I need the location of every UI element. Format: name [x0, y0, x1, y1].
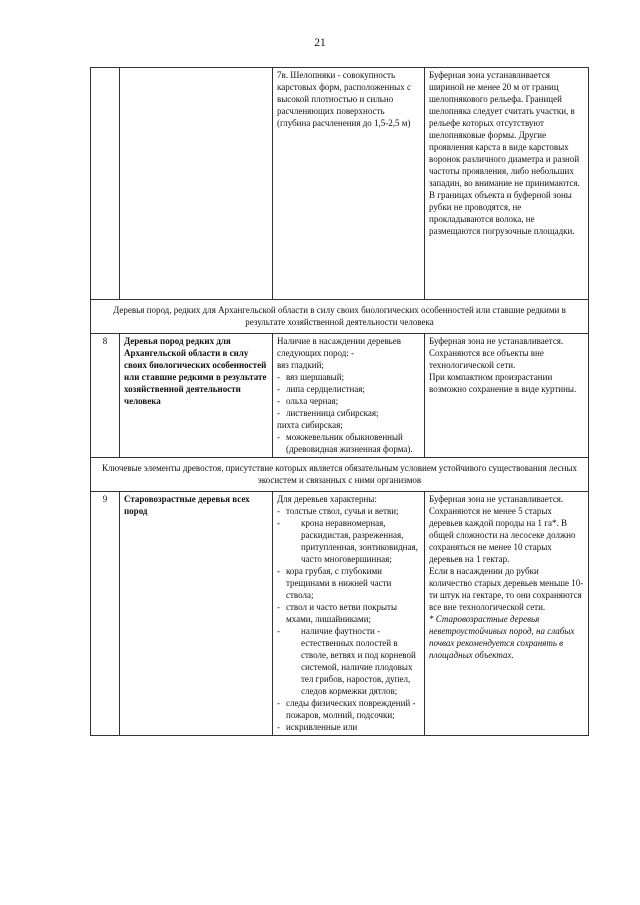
row-number-cell — [91, 68, 120, 300]
old-tree-features-list — [277, 505, 420, 733]
description-cell — [273, 68, 425, 300]
section-header-rare — [91, 300, 589, 334]
list-item: пихта сибирская; — [277, 420, 343, 430]
table-row-rare-trees — [91, 334, 589, 458]
list-item: вяз гладкий; — [277, 360, 324, 370]
buffer-zone-cell — [425, 68, 589, 300]
karst-buffer-restriction: В границах объекта и буферной зоны рубки не проводятся, не прокладываются волока, не размещаются погрузочные площадки. — [429, 190, 575, 236]
buffer-zone-cell — [425, 334, 589, 458]
object-name-cell: Старовозрастные деревья всех пород — [120, 492, 273, 736]
description-cell — [273, 492, 425, 736]
rare-buffer-rule: Буферная зона не устанавливается. — [429, 336, 564, 346]
table-row-old-trees — [91, 492, 589, 736]
section-title-key-elements: Ключевые элементы древостоя, присутствие которых является обязательным условием устойчивого существования лесных экосистем и связанных с ними организмов — [91, 458, 589, 492]
karst-buffer-rule: Буферная зона устанавливается шириной не менее 20 м от границ шелопнякового рельефа. Границей шелопняка следует считать участки, в рельефе которых отсутствуют шелопняковые формы. Другие проявления карста в виде карстовых воронок различного диаметра и разной частоты проявления, либо небольших западин, во внимание не принимаются. — [429, 70, 580, 188]
rare-buffer-keep: Сохраняются все объекты вне технологической сети. — [429, 348, 544, 370]
row-number-cell: 9 — [91, 492, 120, 736]
rare-species-list — [277, 359, 420, 455]
list-item: - следы физических повреждений - пожаров, молний, подсочки; — [277, 697, 420, 721]
list-item: - кора грубая, с глубокими трещинами в нижней части ствола; — [277, 565, 420, 601]
old-intro: Для деревьев характерны: — [277, 494, 377, 504]
list-item: - ольха черная; — [277, 395, 420, 407]
list-item: - лиственница сибирская; — [277, 407, 420, 419]
page-number: 21 — [314, 37, 326, 49]
old-buffer-rule: Буферная зона не устанавливается. — [429, 494, 564, 504]
rare-intro: Наличие в насаждении деревьев следующих пород: - — [277, 336, 402, 358]
section-title-rare: Деревья пород, редких для Архангельской области в силу своих биологических особенностей или ставшие редкими в результате хозяйственной деятельности человека — [91, 300, 589, 334]
section-header-key-elements — [91, 458, 589, 492]
object-name-cell — [120, 68, 273, 300]
key-elements-table — [90, 67, 589, 736]
object-name-cell: Деревья пород редких для Архангельской области в силу своих биологических особенностей или ставшие редкими в результате хозяйственной деятельности человека — [120, 334, 273, 458]
table-row-karst — [91, 68, 589, 300]
list-item: - наличие фаутности - естественных полостей в стволе, ветвях и под корневой системой, наличие плодовых тел грибов, наростов, дупел, следов кормежки дятлов; — [277, 625, 420, 697]
list-item: - вяз шершавый; — [277, 371, 420, 383]
description-cell — [273, 334, 425, 458]
list-item: - крона неравномерная, раскидистая, разреженная, притупленная, зонтиковидная, часто многовершинная; — [277, 517, 420, 565]
list-item: - толстые ствол, сучья и ветви; — [277, 505, 420, 517]
list-item: - искривленные или — [277, 721, 420, 733]
karst-description: 7в. Шелопняки - совокупность карстовых форм, расположенных с высокой плотностью и сильно расчленяющих поверхность (глубина расчленения до 1,5-2,5 м) — [277, 70, 411, 128]
row-number-cell: 8 — [91, 334, 120, 458]
list-item: - можжевельник обыкновенный (древовидная жизненная форма). — [277, 431, 420, 455]
list-item: - ствол и часто ветви покрыты мхами, лишайниками; — [277, 601, 420, 625]
old-buffer-fewer: Если в насаждении до рубки количество старых деревьев меньше 10-ти штук на гектаре, то они сохраняются все вне технологической сети. — [429, 566, 584, 612]
old-footnote: * Старовозрастные деревья неветроустойчивых пород, на слабых почвах рекомендуется сохранять в площадных объектах. — [429, 614, 575, 660]
old-buffer-count: Сохраняются не менее 5 старых деревьев каждой породы на 1 га*. В общей сложности на лесосеке должно сохраняться не менее 10 старых деревьев на 1 гектар. — [429, 506, 576, 564]
buffer-zone-cell — [425, 492, 589, 736]
list-item: - липа сердцелистная; — [277, 383, 420, 395]
rare-buffer-compact: При компактном произрастании возможно сохранение в виде куртины. — [429, 372, 577, 394]
